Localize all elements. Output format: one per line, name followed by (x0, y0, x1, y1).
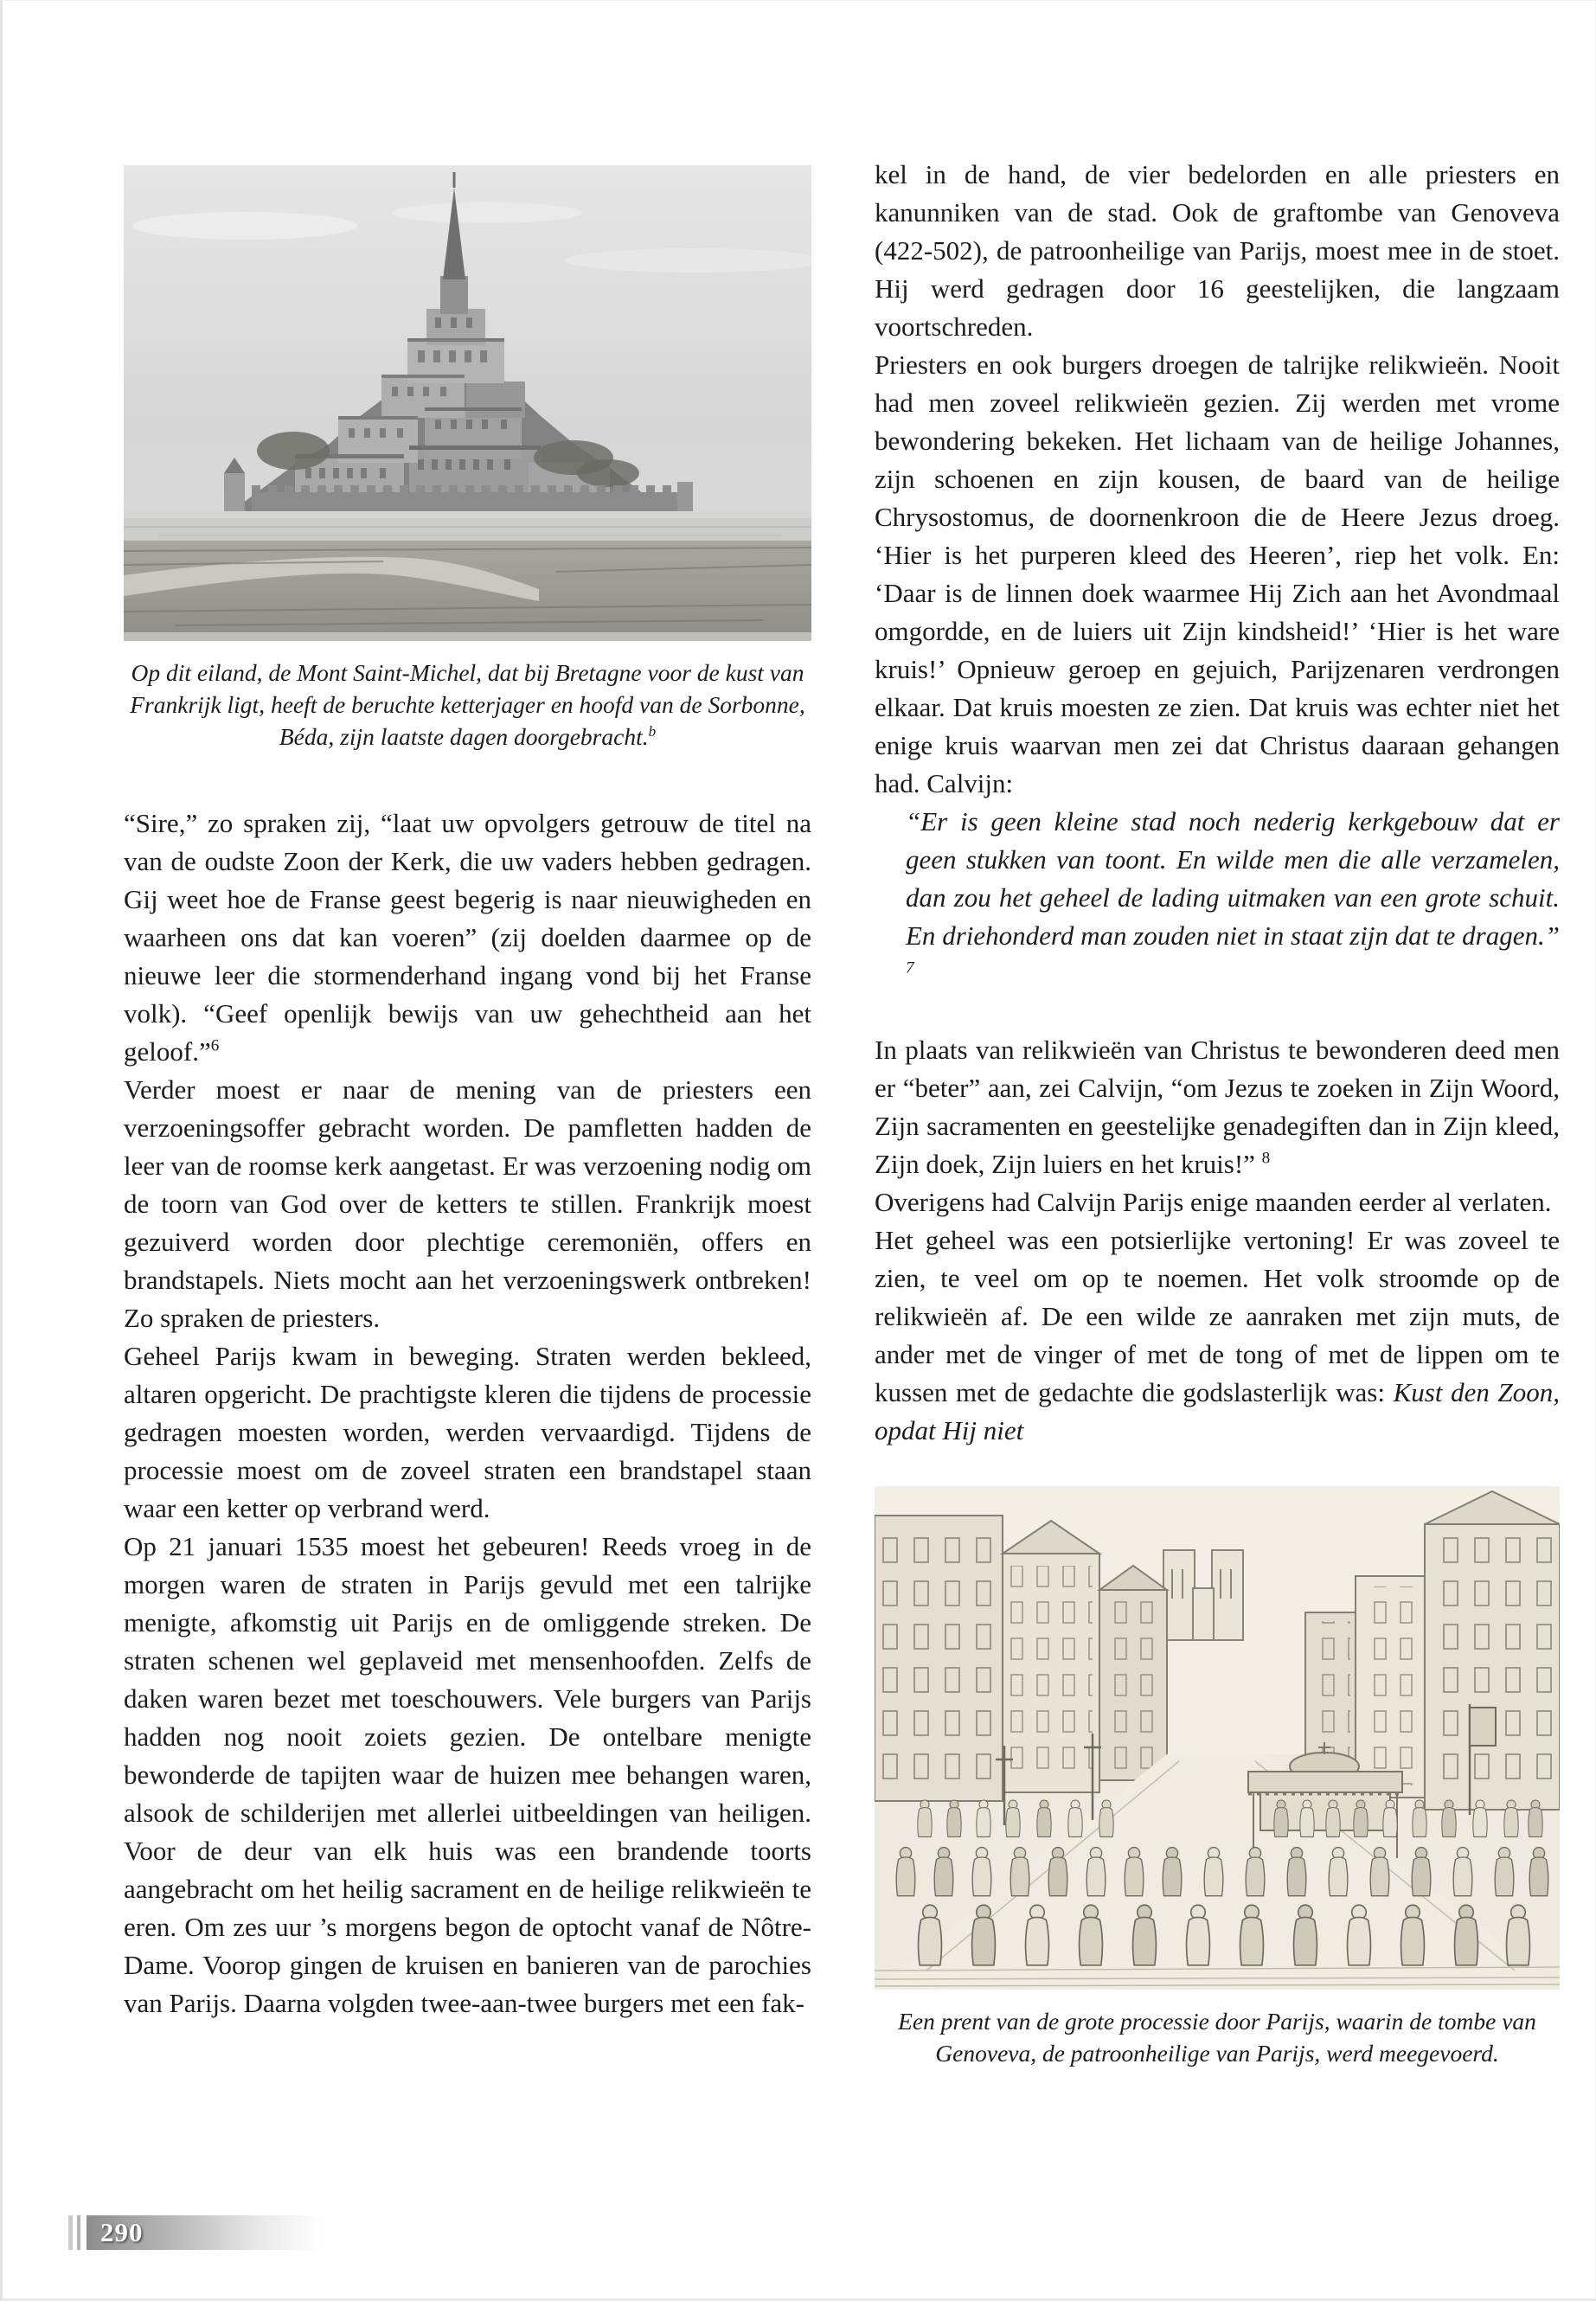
left-body-text (124, 804, 811, 2022)
page-edge-tick (77, 2215, 80, 2250)
paragraph-text: kel in de hand, de vier bedelorden en alle priesters en kanunniken van de stad. Ook de graftombe van Genoveva (422-502), de patroonheilige van Parijs, moest mee in de stoet. Hij werd gedragen door 16 geestelijken, die langzaam voortschreden. (875, 159, 1560, 342)
paragraph (124, 1528, 811, 2022)
calvijn-quote (906, 803, 1560, 993)
paragraph-text: “Sire,” zo spraken zij, “laat uw opvolgers getrouw de titel na van de oudste Zoon der Kerk, die uw vaders hebben gedragen. Gij weet hoe de Franse geest begerig is naar nieuwigheden en waarheen ons dat kan voeren” (zij doelden daarmee op de nieuwe leer die stormenderhand ingang vond bij het Franse volk). “Geef openlijk bewijs van uw gehechtheid aan het geloof.” (124, 808, 811, 1067)
procession-engraving (875, 1486, 1560, 1990)
right-column (875, 156, 1560, 2069)
page-edge-tick (68, 2215, 73, 2250)
page-number-bar (68, 2215, 363, 2250)
quote-text: “Er is geen kleine stad noch nederig kerkgebouw dat er geen stukken van toont. En wilde men die alle verzamelen, dan zou het geheel de lading uitmaken van een grote schuit. En driehonderd man zouden niet in staat zijn dat te dragen.” (906, 806, 1560, 951)
paragraph (875, 1221, 1560, 1450)
paragraph (124, 1337, 811, 1528)
paragraph-text: Het geheel was een potsierlijke vertoning! Er was zoveel te zien, te veel om op te noemen. Het volk stroomde op de relikwieën af. De een wilde ze aanraken met zijn muts, de ander met de vinger of met de tong of met de lippen om te kussen met de gedachte die godslasterlijk was: (875, 1225, 1560, 1407)
paragraph-text: Geheel Parijs kwam in beweging. Straten werden bekleed, altaren opgericht. De prachtigste kleren die tijdens de processie gedragen moesten worden, werden vervaardigd. Tijdens de processie moest om de zoveel straten een brandstapel staan waar een ketter op verbrand werd. (124, 1341, 811, 1523)
paragraph-text: Verder moest er naar de mening van de priesters een verzoeningsoffer gebracht worden. De pamfletten hadden de leer van de roomse kerk aangetast. Er was verzoening nodig om de toorn van God over de ketters te stillen. Frankrijk moest gezuiverd worden door plechtige ceremoniën, offers en brandstapels. Niets mocht aan het verzoeningswerk ontbreken! Zo spraken de priesters. (124, 1074, 811, 1333)
paragraph (875, 1031, 1560, 1183)
page-number-gradient (87, 2215, 363, 2250)
left-column (124, 165, 811, 2022)
mont-saint-michel-illustration (124, 165, 811, 641)
paragraph-italic-tail: Kust den Zoon, opdat Hij niet (875, 1377, 1561, 1445)
paragraph-text: Op 21 januari 1535 moest het gebeuren! Reeds vroeg in de morgen waren de straten in Parijs gevuld met een talrijke menigte, afkomstig uit Parijs en de omliggende streken. De straten schenen wel geplaveid met mensenhoofden. Zelfs de daken waren bezet met toeschouwers. Vele burgers van Parijs hadden nog nooit zoiets gezien. De ontelbare menigte bewonderde de tapijten waar de huizen mee behangen waren, alsook de schilderijen met allerlei uitbeeldingen van heiligen. Voor de deur van elk huis was een brandende toorts aangebracht om het heilig sacrament en de heilige relikwieën te eren. Om zes uur ’s morgens begon de optocht vanaf de Nôtre-Dame. Voorop gingen de kruisen en banieren van de parochies van Parijs. Daarna volgden twee-aan-twee burgers met een fak- (124, 1531, 811, 2018)
paragraph (124, 1071, 811, 1337)
paragraph-text: Priesters en ook burgers droegen de talrijke relikwieën. Nooit had men zoveel relikwieën gezien. Zij werden met vrome bewondering bekeken. Het lichaam van de heilige Johannes, zijn schoenen en zijn kousen, de baard van de heilige Chrysostomus, de doornenkroon die de Heere Jezus droeg. ‘Hier is het purperen kleed des Heeren’, riep het volk. En: ‘Daar is de linnen doek waarmee Hij Zich aan het Avondmaal omgordde, en de luiers uit Zijn kindsheid!’ ‘Hier is het ware kruis!’ Opnieuw geroep en gejuich, Parijzenaren verdrongen elkaar. Dat kruis moesten ze zien. Dat kruis was echter niet het enige kruis waarvan men zei dat Christus daaraan gehangen had. Calvijn: (875, 349, 1560, 798)
footnote-ref: 7 (906, 958, 914, 977)
paragraph-text: Overigens had Calvijn Parijs enige maanden eerder al verlaten. (875, 1187, 1552, 1217)
right-figure-caption (875, 2005, 1560, 2069)
right-figure-caption-text: Een prent van de grote processie door Parijs, waarin de tombe van Genoveva, de patroonheilige van Parijs, werd meegevoerd. (898, 2008, 1536, 2067)
footnote-ref: 6 (210, 1036, 220, 1055)
paragraph (124, 804, 811, 1071)
paragraph (875, 1183, 1560, 1221)
page-number: 290 (100, 2217, 144, 2247)
paragraph-text: In plaats van relikwieën van Christus te bewonderen deed men er “beter” aan, zei Calvijn, “om Jezus te zoeken in Zijn Woord, Zijn sacramenten en geestelijke genadegiften dan in Zijn kleed, Zijn doek, Zijn luiers en het kruis!” (875, 1035, 1560, 1179)
paragraph (875, 346, 1560, 803)
mont-saint-michel-photo (124, 165, 811, 641)
left-figure-caption (124, 657, 811, 753)
footnote-ref: b (648, 722, 657, 740)
footnote-ref: 8 (1261, 1149, 1271, 1168)
left-figure-caption-text: Op dit eiland, de Mont Saint-Michel, dat bij Bretagne voor de kust van Frankrijk ligt, heeft de beruchte ketterjager en hoofd van de Sorbonne, Béda, zijn laatste dagen doorgebracht. (130, 659, 805, 750)
procession-illustration (875, 1486, 1560, 1990)
paragraph (875, 156, 1560, 346)
